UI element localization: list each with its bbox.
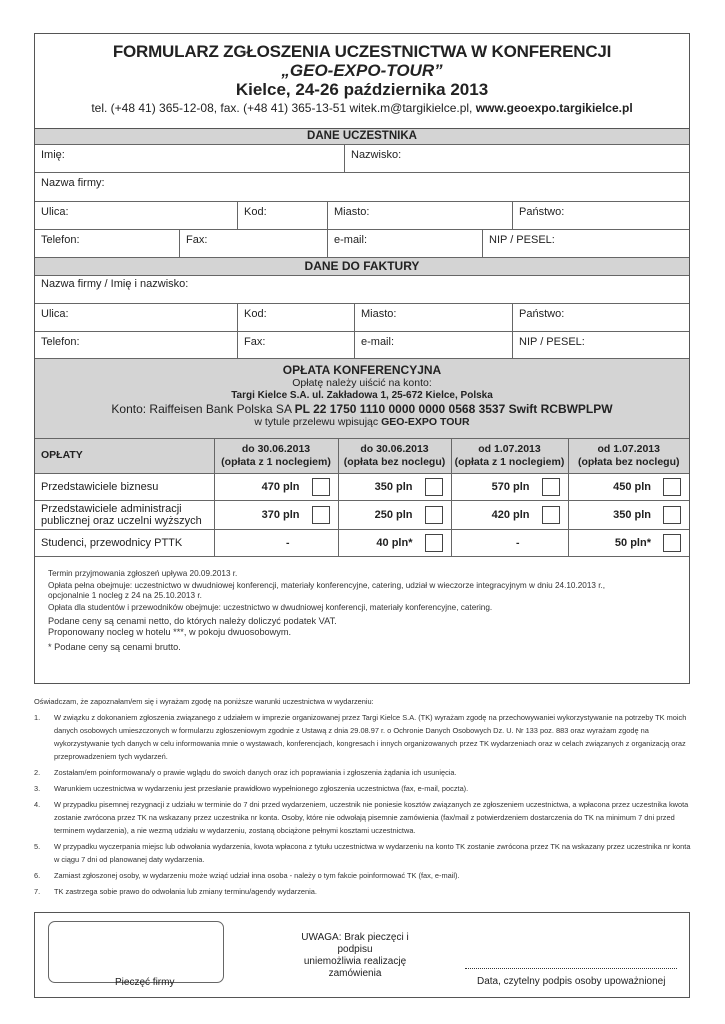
note-gross-prices: * Podane ceny są cenami brutto.	[48, 641, 181, 652]
fee-checkbox[interactable]	[312, 478, 330, 496]
fee-checkbox[interactable]	[542, 506, 560, 524]
declaration-item-text: Warunkiem uczestnictwa w wydarzeniu jest przesłanie prawidłowo wypełnionego zgłoszenia uczestnictwa (fax, e-mail, poczta).	[54, 784, 469, 793]
fee-checkbox[interactable]	[663, 506, 681, 524]
declaration-item	[34, 869, 694, 882]
declaration-list	[34, 711, 694, 898]
phone-field[interactable]: Telefon:	[35, 230, 180, 257]
note-optional-night: opcjonalnie 1 nocleg z 24 na 25.10.2013 r.	[48, 590, 202, 600]
price: 570 pln	[491, 480, 530, 493]
invoice-phone-field[interactable]: Telefon:	[35, 332, 238, 358]
note-full-fee: Opłata pełna obejmuje: uczestnictwo w dwudniowej konferencji, materiały konferencyjne, catering, udział w wieczorze integracyjnym w dniu 24.10.2013 r.,	[48, 580, 606, 590]
bank-account-number: PL 22 1750 1110 0000 0000 0568 3537 Swift RCBWPLPW	[294, 402, 613, 416]
invoice-city-field[interactable]: Miasto:	[355, 304, 513, 331]
warning-line-2: uniemożliwia realizację zamówienia	[303, 956, 407, 979]
declaration-item	[34, 711, 694, 763]
price: 450 pln	[613, 480, 651, 493]
note-hotel: Proponowany nocleg w hotelu ***, w pokoju dwuosobowym.	[48, 626, 292, 637]
bank-account-line	[35, 402, 689, 416]
declaration-item-number: 2.	[34, 768, 41, 777]
declaration-item-number: 4.	[34, 800, 41, 809]
invoice-email-field[interactable]: e-mail:	[355, 332, 513, 358]
invoice-postcode-field[interactable]: Kod:	[238, 304, 355, 331]
declaration-item-text: W przypadku wyczerpania miejsc lub odwołania wydarzenia, kwota wpłacona z tytułu uczestnictwa w wydarzeniu na konto TK zostanie zwrócona przez TK na wskazany przez uczestnika nr konta w ciągu 7 dni od planowanej daty wydarzenia.	[54, 842, 691, 864]
price: 420 pln	[491, 508, 530, 521]
fees-header-label: OPŁATY	[35, 439, 214, 473]
event-name: „GEO-EXPO-TOUR”	[281, 61, 443, 80]
signature-section	[34, 912, 690, 998]
city-field[interactable]: Miasto:	[328, 202, 513, 229]
stamp-label: Pieczęć firmy	[115, 977, 175, 988]
bank-name: Konto: Raiffeisen Bank Polska SA	[111, 402, 292, 416]
declaration-item-number: 5.	[34, 842, 41, 851]
fees-row-administration	[35, 500, 689, 529]
price: -	[286, 536, 290, 549]
declaration-item	[34, 840, 694, 866]
transfer-title-line	[35, 416, 689, 428]
fees-col-2-date: do 30.06.2013	[360, 442, 429, 455]
payment-title: OPŁATA KONFERENCYJNA	[282, 363, 442, 377]
contact-details: tel. (+48 41) 365-12-08, fax. (+48 41) 365-13-51 witek.m@targikielce.pl,	[91, 101, 473, 115]
fees-row-business	[35, 473, 689, 500]
fees-col-3-desc: (opłata z 1 noclegiem)	[454, 455, 565, 468]
invoice-nip-pesel-field[interactable]: NIP / PESEL:	[519, 336, 585, 348]
fee-checkbox[interactable]	[663, 478, 681, 496]
fee-checkbox[interactable]	[425, 478, 443, 496]
country-field[interactable]: Państwo:	[519, 206, 565, 218]
declaration-item-text: TK zastrzega sobie prawo do odwołania lub zmiany terminu/agendy wydarzenia.	[54, 887, 317, 896]
invoice-company-field[interactable]: Nazwa firmy / Imię i nazwisko:	[41, 278, 189, 290]
website-link[interactable]: www.geoexpo.targikielce.pl	[475, 101, 633, 115]
fees-col-4-desc: (opłata bez noclegu)	[577, 455, 680, 468]
price: 40 pln*	[376, 536, 413, 549]
declaration-item-text: W przypadku pisemnej rezygnacji z udziału w terminie do 7 dni przed wydarzeniem, uczestnik nie poniesie kosztów związanych ze zgłoszeniem uczestnictwa, a wpłacona przez uczestnika kwota zostanie zwrócona przez TK na wskazany przez uczestnika nr konta. Osoby, które nie odwołają pisemnie zamówienia (fax/mail z potwierdzeniem dostarczenia do TK na minimum 7 dni przed terminem wydarzenia), a nie wezmą udziału w wydarzeniu, zostaną obciążone pełnymi kosztami uczestnictwa.	[54, 800, 689, 835]
note-student-fee: Opłata dla studentów i przewodników obejmuje: uczestnictwo w dwudniowej konferencji, materiały konferencyjne, catering.	[48, 602, 493, 612]
price: 350 pln	[613, 508, 651, 521]
price: -	[516, 536, 520, 549]
fax-field[interactable]: Fax:	[180, 230, 328, 257]
invoice-street-field[interactable]: Ulica:	[35, 304, 238, 331]
declaration-item	[34, 782, 694, 795]
fee-checkbox[interactable]	[663, 534, 681, 552]
warning-line-1: UWAGA: Brak pieczęci i podpisu	[301, 932, 409, 955]
event-date-place: Kielce, 24-26 października 2013	[235, 80, 489, 99]
street-field[interactable]: Ulica:	[35, 202, 238, 229]
fees-col-1	[214, 439, 338, 473]
email-field[interactable]: e-mail:	[328, 230, 483, 257]
payment-section	[35, 359, 689, 439]
declaration-item-text: W związku z dokonaniem zgłoszenia związanego z udziałem w imprezie organizowanej przez Targi Kielce S.A. (TK) wyrażam zgodę na przechowywaniei wykorzystywanie na potrzeby TK moich danych osobowych umieszczonych w formularzu zgłoszeniowym zgodnie z Ustawą z dnia 29.08.97 r. o Ochronie Danych Osobowych Dz. U. Nr 133 poz. 883 oraz wyrażam zgodę na wykorzystywanie tych danych w celu informowania mnie o wystawach, konferencjach, kongresach i innych organizowanych przez TK wydarzeniach oraz w celach związanych z organizacją oraz przeprowadzeniem tych wydarzeń.	[54, 713, 687, 761]
fees-col-2-desc: (opłata bez noclegu)	[343, 455, 446, 468]
form-title: FORMULARZ ZGŁOSZENIA UCZESTNICTWA W KONFERENCJI	[112, 42, 612, 61]
price: 250 pln	[374, 508, 413, 521]
transfer-prefix: w tytule przelewu wpisując	[254, 416, 379, 428]
declaration-item-number: 1.	[34, 713, 41, 722]
invoice-section-title: DANE DO FAKTURY	[35, 258, 689, 276]
fee-checkbox[interactable]	[425, 506, 443, 524]
registration-form	[34, 33, 690, 684]
invoice-fax-field[interactable]: Fax:	[238, 332, 355, 358]
declaration-intro: Oświadczam, że zapoznałam/em się i wyrażam zgodę na poniższe warunki uczestnictwa w wydarzeniu:	[34, 697, 374, 706]
fee-checkbox[interactable]	[542, 478, 560, 496]
price: 350 pln	[374, 480, 413, 493]
payment-recipient: Targi Kielce S.A. ul. Zakładowa 1, 25-672 Kielce, Polska	[231, 390, 493, 401]
fee-checkbox[interactable]	[312, 506, 330, 524]
form-header	[35, 34, 689, 129]
note-net-prices: Podane ceny są cenami netto, do których należy doliczyć podatek VAT.	[48, 615, 337, 626]
price: 50 pln*	[614, 536, 651, 549]
fee-checkbox[interactable]	[425, 534, 443, 552]
fees-col-2	[338, 439, 451, 473]
declaration-item-number: 3.	[34, 784, 41, 793]
company-name-field[interactable]: Nazwa firmy:	[41, 177, 105, 189]
fees-table	[35, 439, 689, 557]
fees-row-label: Przedstawiciele administracji publicznej oraz uczelni wyższych	[35, 500, 214, 529]
fee-notes	[35, 557, 689, 653]
fees-col-4-date: od 1.07.2013	[597, 442, 660, 455]
nip-pesel-field[interactable]: NIP / PESEL:	[489, 234, 555, 246]
declaration	[34, 695, 694, 901]
postcode-field[interactable]: Kod:	[238, 202, 328, 229]
signature-label: Data, czytelny podpis osoby upoważnionej	[477, 976, 666, 987]
declaration-item-text: Zostałam/em poinformowana/y o prawie wglądu do swoich danych oraz ich poprawiania i zgłoszenia żądania ich usunięcia.	[54, 768, 457, 777]
signature-warning	[285, 932, 425, 980]
first-name-field[interactable]: Imię:	[35, 145, 345, 172]
fees-row-label: Przedstawiciele biznesu	[35, 473, 214, 500]
fees-col-3	[451, 439, 568, 473]
participant-section-title: DANE UCZESTNIKA	[35, 129, 689, 145]
invoice-country-field[interactable]: Państwo:	[519, 308, 565, 320]
declaration-item	[34, 766, 694, 779]
company-stamp-area[interactable]	[48, 921, 224, 983]
declaration-item-text: Zamiast zgłoszonej osoby, w wydarzeniu może wziąć udział inna osoba - należy o tym fakcie poinformować TK (fax, e-mail).	[54, 871, 460, 880]
declaration-item	[34, 798, 694, 837]
fees-row-label: Studenci, przewodnicy PTTK	[35, 529, 214, 556]
fees-col-4	[568, 439, 689, 473]
price: 370 pln	[261, 508, 300, 521]
declaration-item	[34, 885, 694, 898]
payment-instruction: Opłatę należy uiścić na konto:	[292, 377, 432, 389]
fees-col-1-desc: (opłata z 1 noclegiem)	[221, 455, 331, 468]
last-name-field[interactable]: Nazwisko:	[351, 149, 402, 161]
note-deadline: Termin przyjmowania zgłoszeń upływa 20.09.2013 r.	[48, 568, 238, 578]
fees-col-1-date: do 30.06.2013	[241, 442, 311, 455]
transfer-title: GEO-EXPO TOUR	[381, 416, 470, 428]
fees-col-3-date: od 1.07.2013	[478, 442, 541, 455]
contact-line	[35, 100, 689, 116]
declaration-item-number: 6.	[34, 871, 41, 880]
fees-header-row	[35, 439, 689, 473]
price: 470 pln	[261, 480, 300, 493]
declaration-item-number: 7.	[34, 887, 41, 896]
signature-line[interactable]	[465, 968, 677, 969]
fees-row-students	[35, 529, 689, 556]
